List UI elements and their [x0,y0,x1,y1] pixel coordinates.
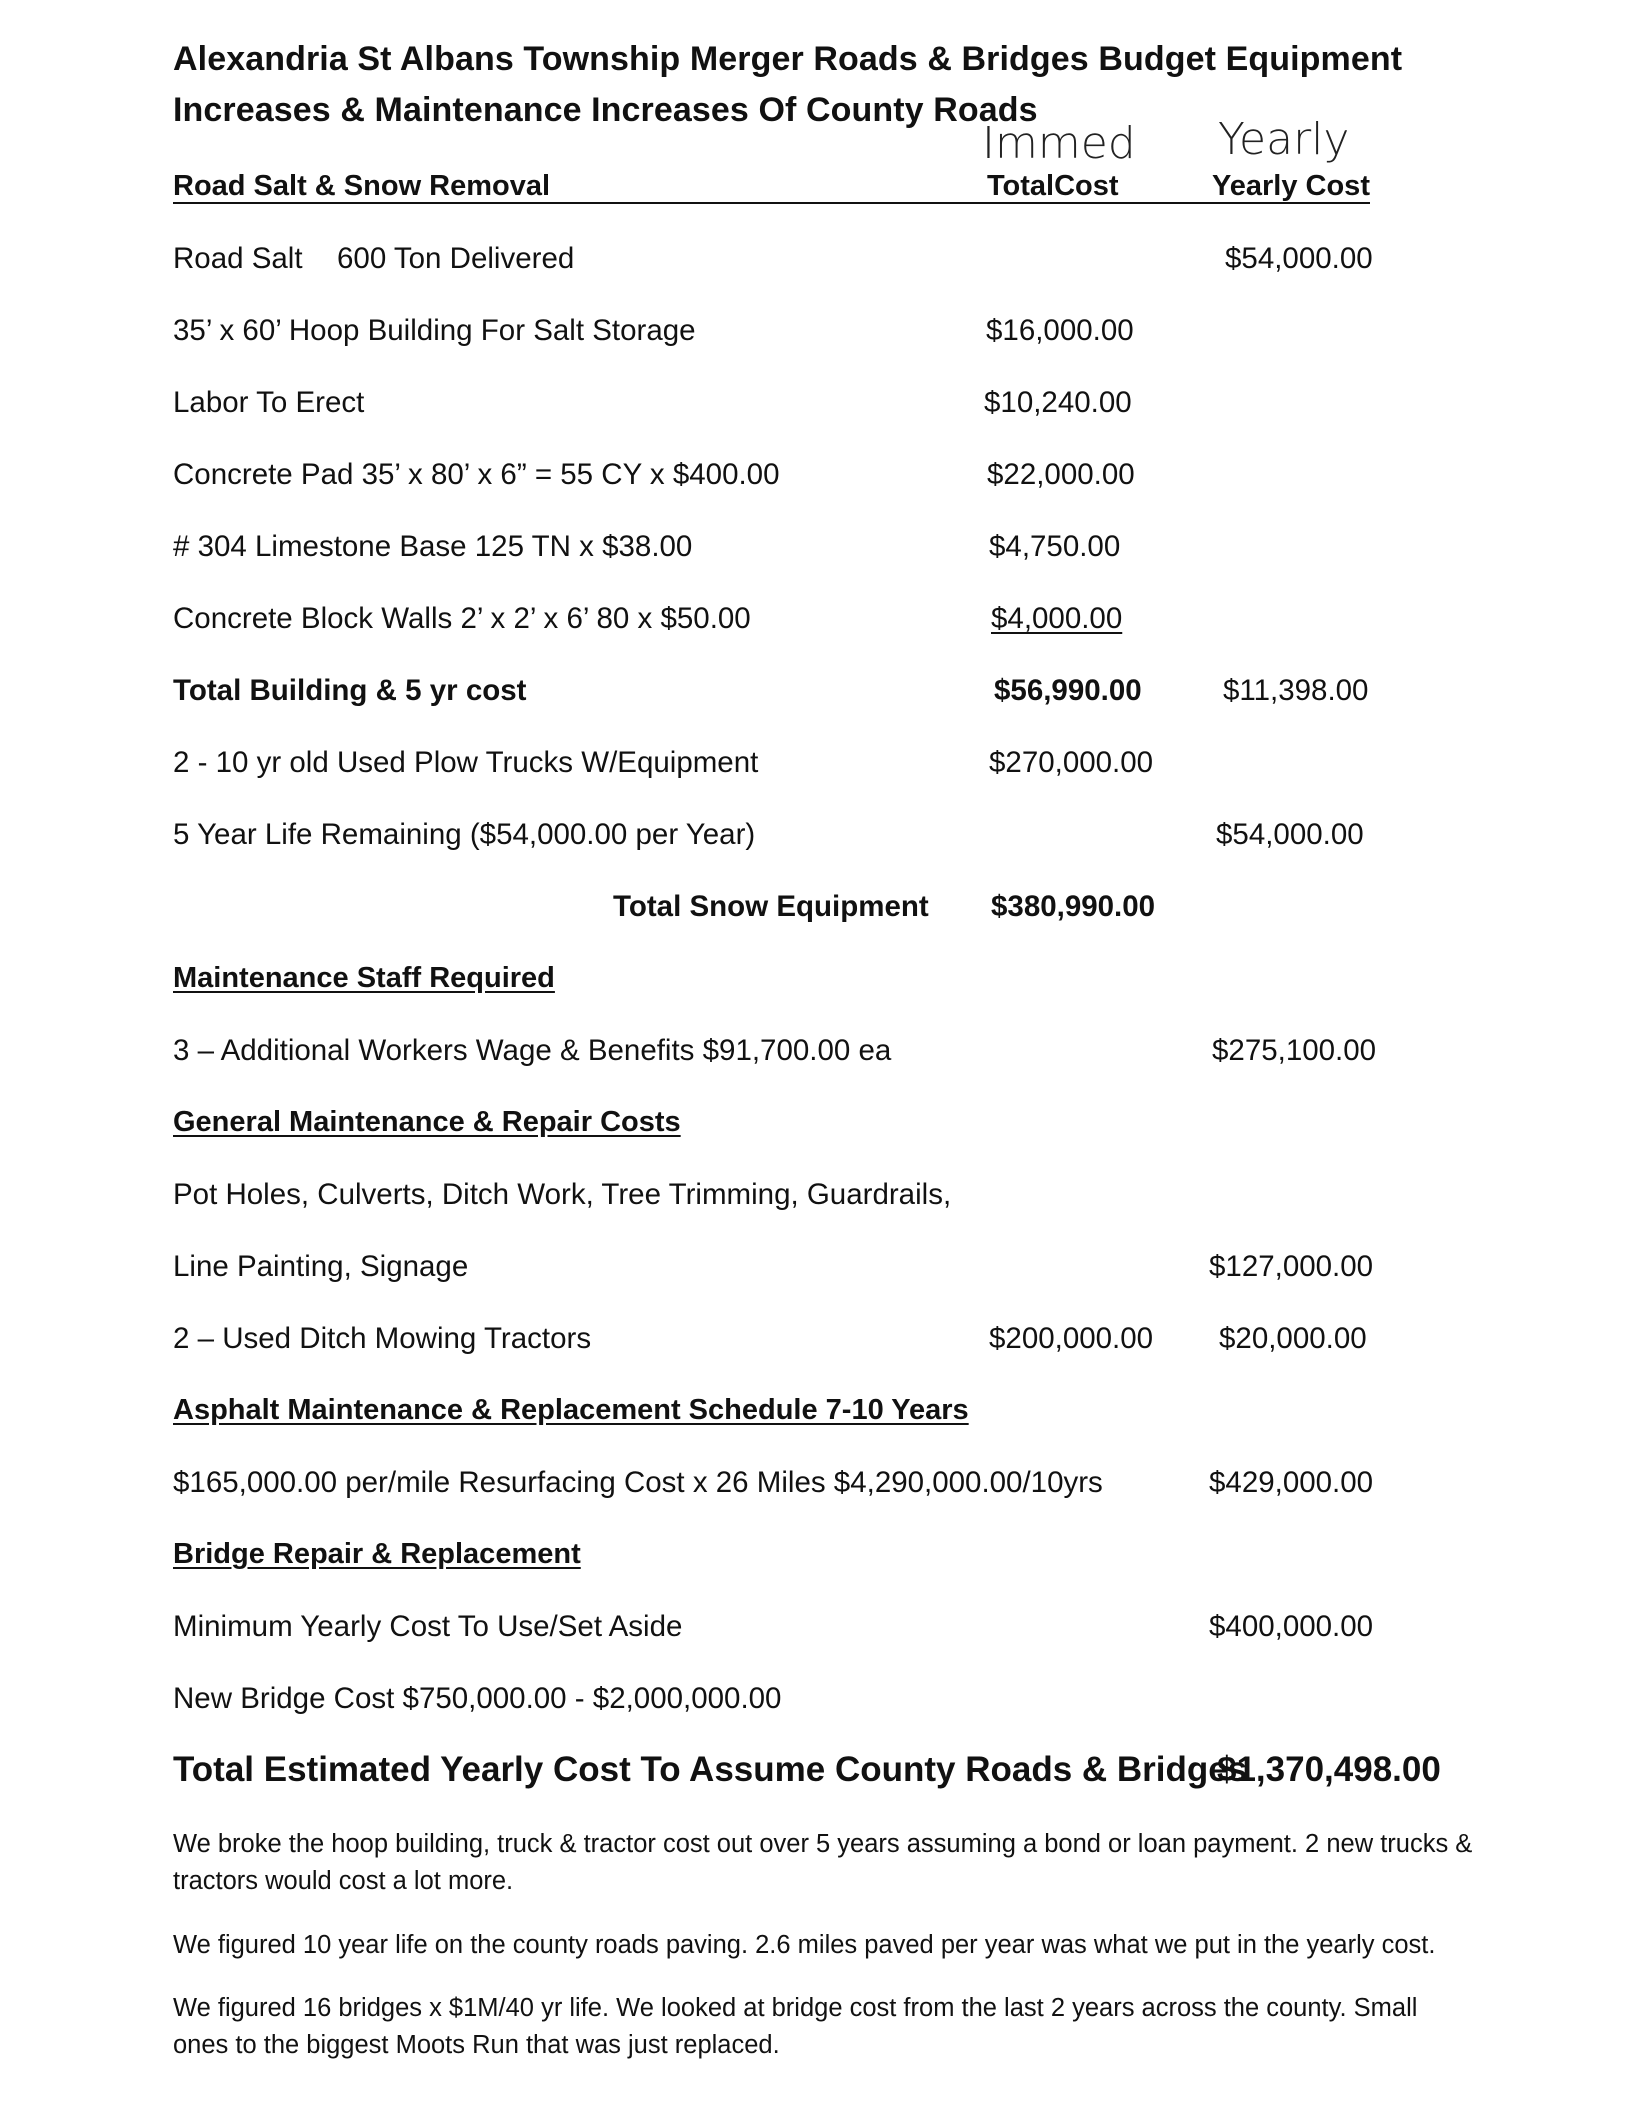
handwritten-immed: Immed [982,118,1136,169]
row-new-bridge-cost-label: New Bridge Cost $750,000.00 - $2,000,000.00 [173,1682,782,1715]
page-title-line-1: Alexandria St Albans Township Merger Roads & Bridges Budget Equipment [173,40,1403,78]
row-additional-workers-label: 3 – Additional Workers Wage & Benefits $91,700.00 ea [173,1034,892,1067]
note-paragraph: We broke the hoop building, truck & tractor cost out over 5 years assuming a bond or loan payment. 2 new trucks & tractors would cost a lot more. [173,1830,1473,1895]
row-block-walls-label: Concrete Block Walls 2’ x 2’ x 6’ 80 x $50.00 [173,602,751,635]
section-heading-road-salt: Road Salt & Snow Removal [173,170,551,202]
section-heading-asphalt: Asphalt Maintenance & Replacement Schedule 7-10 Years [173,1394,969,1426]
row-general-items-line-2: Line Painting, Signage [173,1250,469,1283]
row-road-salt-label: Road Salt [173,242,303,275]
row-hoop-building-label: 35’ x 60’ Hoop Building For Salt Storage [173,314,696,347]
row-mowing-tractors-total: $200,000.00 [989,1322,1154,1355]
row-labor-total: $10,240.00 [984,386,1132,419]
row-block-walls-total: $4,000.00 [991,602,1123,635]
row-concrete-pad-total: $22,000.00 [987,458,1135,491]
section-heading-maintenance-staff: Maintenance Staff Required [173,962,555,994]
row-additional-workers-yearly: $275,100.00 [1212,1034,1377,1067]
note-paragraph: We figured 10 year life on the county roads paving. 2.6 miles paved per year was what we put in the yearly cost. [173,1931,1436,1959]
row-building-total-total: $56,990.00 [994,674,1142,707]
row-plow-trucks-label: 2 - 10 yr old Used Plow Trucks W/Equipment [173,746,759,779]
row-limestone-total: $4,750.00 [989,530,1121,563]
note-paragraph: We figured 16 bridges x $1M/40 yr life. We looked at bridge cost from the last 2 years across the county. Small ones to the biggest Moots Run that was just replaced. [173,1994,1418,2059]
page-title-line-2: Increases & Maintenance Increases Of County Roads [173,91,1038,129]
section-heading-bridge: Bridge Repair & Replacement [173,1538,581,1570]
row-road-salt-yearly: $54,000.00 [1225,242,1373,275]
header-rule [173,202,1370,204]
row-general-items-yearly: $127,000.00 [1209,1250,1374,1283]
column-header-total-cost: TotalCost [987,170,1119,202]
column-header-yearly-cost: Yearly Cost [1212,170,1370,202]
section-heading-general-maintenance: General Maintenance & Repair Costs [173,1106,681,1138]
row-concrete-pad-label: Concrete Pad 35’ x 80’ x 6” = 55 CY x $400.00 [173,458,780,491]
row-bridge-minimum-label: Minimum Yearly Cost To Use/Set Aside [173,1610,683,1643]
row-limestone-label: # 304 Limestone Base 125 TN x $38.00 [173,530,693,563]
row-building-total-label: Total Building & 5 yr cost [173,674,527,707]
row-labor-label: Labor To Erect [173,386,365,419]
row-hoop-building-total: $16,000.00 [986,314,1134,347]
row-road-salt-detail: 600 Ton Delivered [337,242,575,275]
row-asphalt-resurfacing-yearly: $429,000.00 [1209,1466,1374,1499]
row-bridge-minimum-yearly: $400,000.00 [1209,1610,1374,1643]
row-asphalt-resurfacing-label: $165,000.00 per/mile Resurfacing Cost x 26 Miles $4,290,000.00/10yrs [173,1466,1103,1499]
row-snow-total-label: Total Snow Equipment [613,890,929,923]
row-life-remaining-yearly: $54,000.00 [1216,818,1364,851]
handwritten-yearly: Yearly [1218,114,1350,165]
row-life-remaining-label: 5 Year Life Remaining ($54,000.00 per Year) [173,818,756,851]
row-snow-total-total: $380,990.00 [991,890,1156,923]
row-general-items-line-1: Pot Holes, Culverts, Ditch Work, Tree Trimming, Guardrails, [173,1178,952,1211]
row-mowing-tractors-label: 2 – Used Ditch Mowing Tractors [173,1322,592,1355]
grand-total-value: $1,370,498.00 [1217,1750,1441,1789]
row-building-total-yearly: $11,398.00 [1223,674,1369,707]
row-mowing-tractors-yearly: $20,000.00 [1219,1322,1367,1355]
row-plow-trucks-total: $270,000.00 [989,746,1154,779]
grand-total-label: Total Estimated Yearly Cost To Assume County Roads & Bridges [173,1750,1248,1789]
